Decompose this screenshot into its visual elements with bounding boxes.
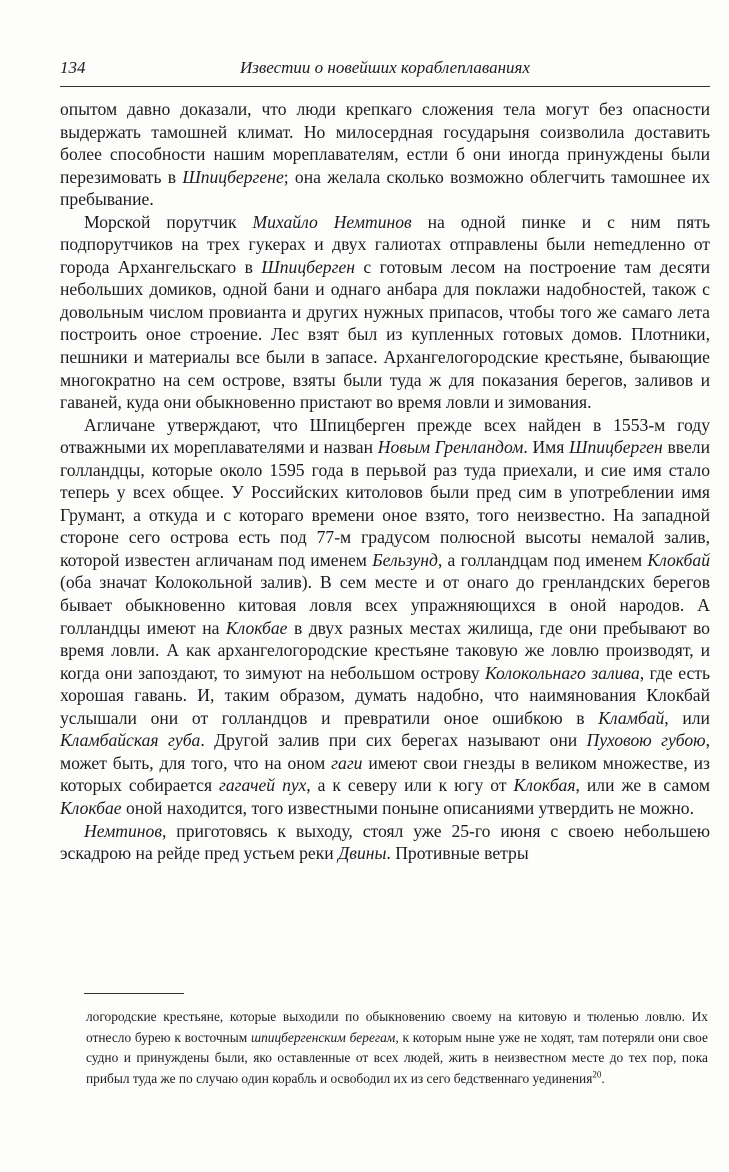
text-run: логородские крестьяне, которые выходили по обыкновению своему на китовую и тюленью ловлю. Их отнесло бурею к восточным bbox=[86, 1009, 708, 1045]
text-run: , может быть, для того, что на оном bbox=[60, 730, 710, 773]
text-run: Агличане утверждают, что Шпицберген прежде всех найден в 1553-м году отважными их мореплавателями и назван bbox=[60, 414, 710, 458]
italic-term: Шпицбергене bbox=[182, 166, 284, 187]
text-run: , где есть хорошая гавань. И, таким образом, думать надобно, что наимянования Клокбай услышали они от голландцов и превратили оное ошибкою в bbox=[60, 662, 710, 728]
italic-term: Михайло Немтинов bbox=[252, 211, 412, 232]
text-run: . bbox=[601, 1070, 605, 1086]
text-run: имеют свои гнезды в великом множестве, из которых собирается bbox=[60, 752, 710, 796]
italic-term: Двины bbox=[338, 843, 387, 864]
text-run: , а к северу или к югу от bbox=[306, 775, 514, 796]
text-run: Морской порутчик bbox=[84, 211, 253, 232]
text-run: на одной пинке и с ним пять подпорутчиков на трех гукерах и двух галиотах отправлены были неmедленно от города Архангельскаго в bbox=[60, 211, 710, 277]
paragraph bbox=[60, 820, 710, 865]
text-run: , или bbox=[664, 707, 710, 728]
text-run: опытом давно доказали, что люди крепкаго сложения тела могут без опасности выдержать тамошней климат. Но милосердная государыня соизволила доставить более способности нашим мореплавателям, естли б они иногда принуждены были перезимовать в bbox=[60, 99, 710, 187]
footnote-reference: 20 bbox=[592, 1069, 602, 1080]
text-run: . Противные ветры bbox=[386, 843, 529, 864]
text-run: , а голландцам под именем bbox=[437, 549, 648, 570]
italic-term: Пуховою губою bbox=[586, 730, 706, 751]
italic-term: Шпицберген bbox=[569, 437, 663, 458]
italic-term: гаги bbox=[331, 752, 363, 773]
page-number: 134 bbox=[60, 58, 86, 77]
running-title: Известии о новейших кораблеплаваниях bbox=[240, 58, 530, 77]
italic-term: Новым Гренландом bbox=[377, 437, 524, 458]
text-run: . Имя bbox=[523, 437, 570, 458]
text-run: (оба значат Колокольной залив). В сем месте и от онаго до гренландских берегов бывает обыкновенно китовая ловля всех упражняющихся в оной народов. А голландцы имеют на bbox=[60, 572, 710, 638]
italic-term: Бельзунд bbox=[372, 549, 438, 570]
text-run: оной находится, того известными поныне описаниями утвердить не можно. bbox=[121, 797, 695, 818]
italic-term: Клокбае bbox=[225, 617, 288, 638]
text-run: , приготовясь к выходу, стоял уже 25-го июня с своею небольшею эскадрою на рейде пред устьем реки bbox=[60, 820, 710, 864]
text-run: с готовым лесом на построение там десяти небольших домиков, одной бани и однаго анбара для поклажи надобностей, також с довольным числом провианта и других нужных припасов, чтобы того же самаго лета построить оное строение. Лес взят был из купленных готовых домов. Плотники, пешники и материалы все были в запасе. Архангелогородские крестьяне, бывающие многократно на сем острове, взяты были туда ж для показания берегов, заливов и гаваней, куда они обыкновенно пристают во время ловли и зимования. bbox=[60, 256, 710, 413]
text-run: ввели голландцы, которые около 1595 года в перьвой раз туда приехали, и сие имя стало теперь у всех общее. У Российских китоловов были пред сим в употреблении имя Грумант, а откуда и с котораго времени оное взято, того неизвестно. На западной стороне сего острова есть под 77-м градусом полюсной высоты немалой залив, которой известен агличанам под именем bbox=[60, 437, 710, 570]
italic-term: Колокольнаго залива bbox=[484, 662, 640, 683]
text-run: , к которым ныне уже не ходят, там потеряли они свое судно и принуждены были, яко оставленные от всех людей, жить в неизвестном месте до тех пор, пока прибыл туда же по случаю один корабль и освободил их из сего бедственнаго уединения bbox=[86, 1029, 708, 1086]
footnote-rule bbox=[84, 993, 184, 994]
italic-term: гагачей пух bbox=[219, 775, 307, 796]
header-rule bbox=[60, 86, 710, 87]
text-run: ; она желала сколько возможно облегчить тамошнее их пребывание. bbox=[60, 166, 710, 210]
italic-term: Клокбай bbox=[647, 549, 710, 570]
italic-term: Кламбай bbox=[598, 707, 665, 728]
footnote-text bbox=[86, 1007, 708, 1089]
italic-term: шпицбергенским берегам bbox=[250, 1029, 396, 1045]
italic-term: Кламбайская губа bbox=[60, 730, 201, 751]
italic-term: Клокбае bbox=[60, 797, 122, 818]
paragraph bbox=[60, 211, 710, 414]
footnote bbox=[86, 1007, 708, 1089]
running-header bbox=[60, 58, 710, 82]
text-run: . Другой залив при сих берегах называют они bbox=[200, 730, 587, 751]
italic-term: Клокбая bbox=[513, 775, 576, 796]
main-text bbox=[60, 98, 710, 865]
paragraph bbox=[60, 414, 710, 820]
text-run: в двух разных местах жилища, где они пребывают во время ловли. А как архангелогородские крестьяне таковую же ловлю производят, и когда они запоздают, то зимуют на небольшом острову bbox=[60, 617, 710, 683]
paragraph bbox=[60, 98, 710, 211]
italic-term: Немтинов bbox=[84, 820, 162, 841]
italic-term: Шпицберген bbox=[261, 256, 355, 277]
text-run: , или же в самом bbox=[575, 775, 710, 796]
